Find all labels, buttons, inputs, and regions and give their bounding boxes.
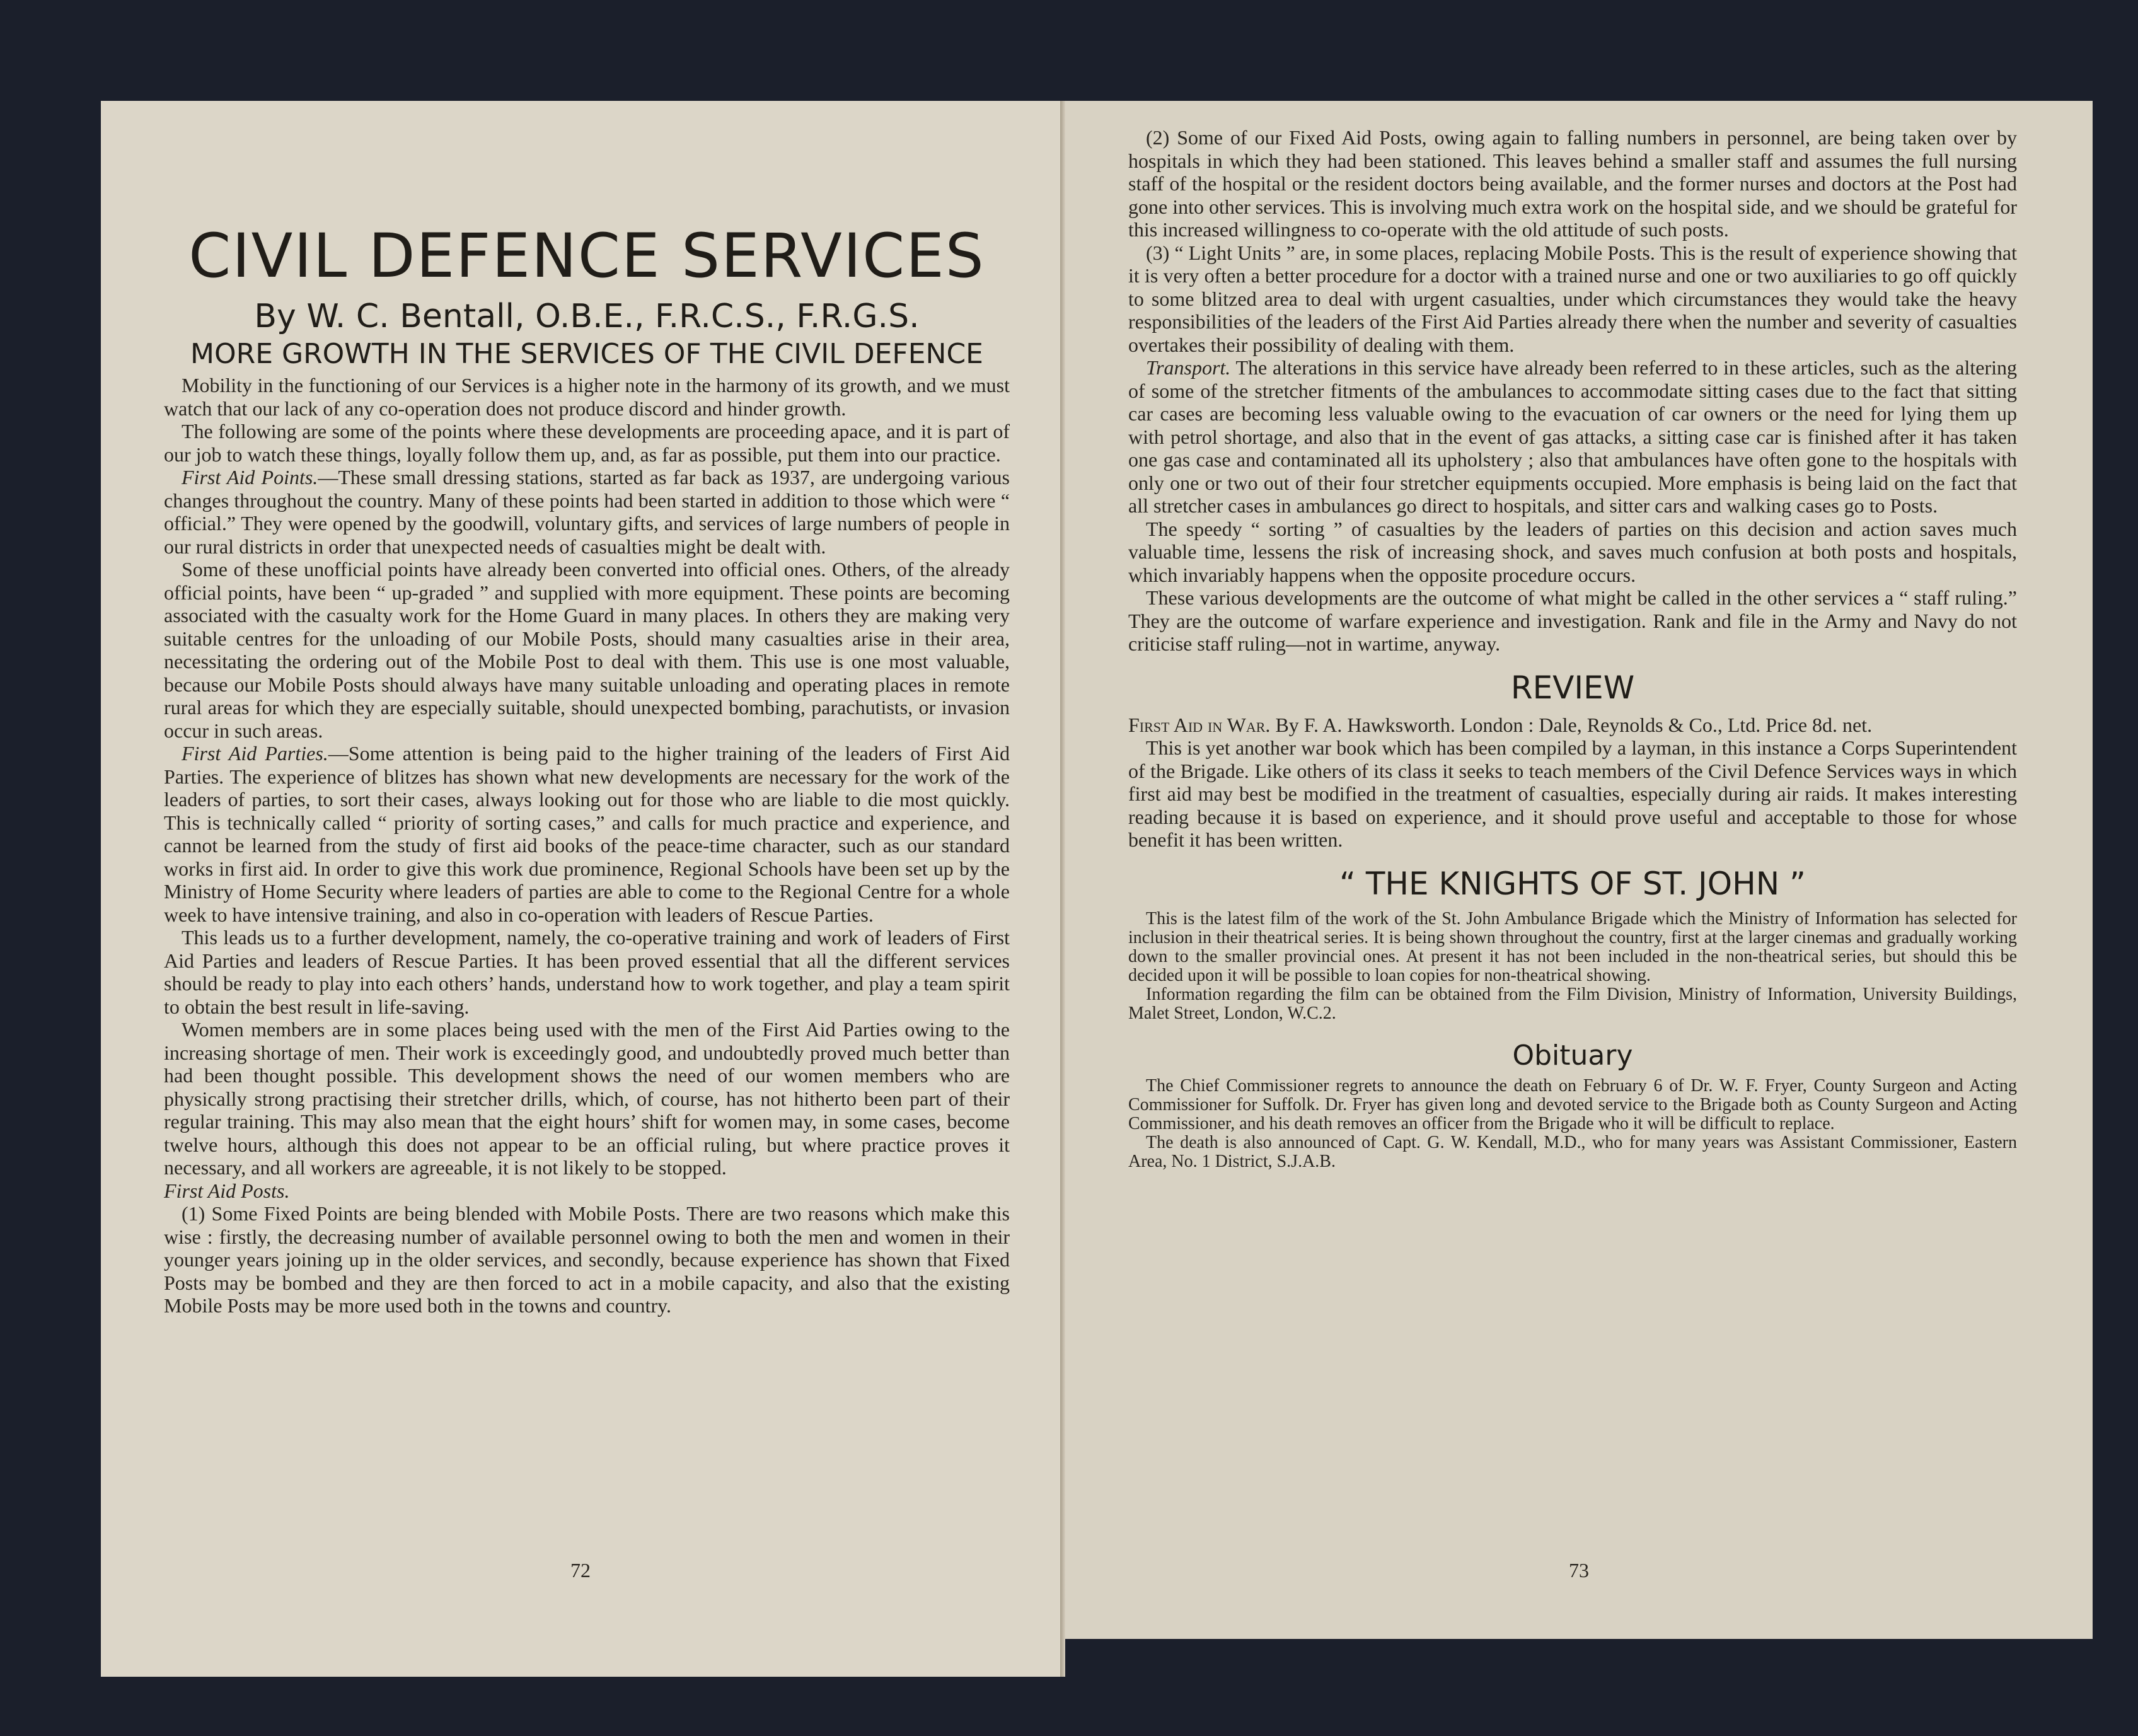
paragraph: This is yet another war book which has been compiled by a layman, in this instance a Corps Superintendent of the Brigade. Like others of its class it seeks to teach members of the Civil Defence Services ways in which first aid may best be modified in the treatment of casualties, especially during air raids. It makes interesting reading because it is based on experience, and it should prove useful and acceptable to those for whose benefit it has been written. bbox=[1128, 736, 2017, 851]
paragraph: The death is also announced of Capt. G. W. Kendall, M.D., who for many years was Assistant Commissioner, Eastern Area, No. 1 District, S.J.A.B. bbox=[1128, 1132, 2017, 1171]
run-in-heading: First Aid Parties. bbox=[182, 742, 328, 765]
article-byline: By W. C. Bentall, O.B.E., F.R.C.S., F.R.G.S. bbox=[254, 298, 920, 335]
paragraph: This leads us to a further development, namely, the co-operative training and work of leaders of First Aid Parties and leaders of Rescue Parties. It has been proved essential that all the different services should be ready to play into each others’ hands, understand how to work together, and play a team spirit to obtain the best result in life-saving. bbox=[164, 926, 1010, 1018]
page-number: 72 bbox=[570, 1559, 591, 1582]
paragraph: Mobility in the functioning of our Services is a higher note in the harmony of its growth, and we must watch that our lack of any co-operation does not produce discord and hinder growth. bbox=[164, 374, 1010, 420]
paragraph: Information regarding the film can be obtained from the Film Division, Ministry of Information, University Buildings, Malet Street, London, W.C.2. bbox=[1128, 984, 2017, 1023]
paragraph: This is the latest film of the work of the St. John Ambulance Brigade which the Ministry of Information has selected for inclusion in their theatrical series. It is being shown throughout the country, first at the larger cinemas and gradually working down to the smaller provincial ones. At present it has not been included in the non-theatrical series, but should this be decided upon it will be possible to loan copies for non-theatrical showing. bbox=[1128, 908, 2017, 985]
review-heading: REVIEW bbox=[1510, 669, 1635, 706]
paragraph-text: The alterations in this service have already been referred to in these articles, such as the altering of some of the stretcher fitments of the ambulances to accommodate sitting cases due to the fact that sitting car cases are becoming less valuable owing to the evacuation of car owners or the need for lying them up with petrol shortage, and also that in the event of gas attacks, a sitting case car is finished after it has taken one gas case and contaminated all its upholstery ; also that ambulances have often gone to the hospitals with only one or two out of their four stretcher equipments occupied. More emphasis is being laid on the fact that all stretcher cases in ambulances go direct to hospitals, and sitter cars and walking cases go to Posts. bbox=[1128, 356, 2017, 517]
paragraph: The speedy “ sorting ” of casualties by the leaders of parties on this decision and action saves much valuable time, lessens the risk of increasing shock, and saves much confusion at both posts and hospitals, which invariably happens when the opposite procedure occurs. bbox=[1128, 517, 2017, 586]
paragraph: (3) “ Light Units ” are, in some places, replacing Mobile Posts. This is the result of experience showing that it is very often a better procedure for a doctor with a trained nurse and one or two auxiliaries to go off quickly to some blitzed area to deal with urgent casualties, under which circumstances they would take the heavy responsibilities of the leaders of the First Aid Parties already there when the number and severity of casualties overtakes their possibility of dealing with them. bbox=[1128, 241, 2017, 356]
paragraph: These various developments are the outcome of what might be called in the other services a “ staff ruling.” They are the outcome of warfare experience and investigation. Rank and file in the Army and Navy do not criticise staff ruling—not in wartime, anyway. bbox=[1128, 586, 2017, 655]
paragraph-text: —These small dressing stations, started as far back as 1937, are undergoing various changes throughout the country. Many of these points had been started in addition to those which were “ official.” They were opened by the goodwill, voluntary gifts, and services of large numbers of people in our rural districts in order that unexpected needs of casualties might be dealt with. bbox=[164, 466, 1010, 558]
run-in-heading: First Aid Points. bbox=[182, 466, 318, 489]
run-in-heading: Transport. bbox=[1146, 356, 1231, 379]
article-title: CIVIL DEFENCE SERVICES bbox=[188, 221, 985, 291]
book-gutter bbox=[1060, 101, 1065, 1677]
paragraph bbox=[164, 742, 1010, 926]
obituary-heading: Obituary bbox=[1512, 1039, 1633, 1072]
book-title: First Aid in War. bbox=[1128, 713, 1271, 736]
citation-text: By F. A. Hawksworth. London : Dale, Reynolds & Co., Ltd. Price 8d. net. bbox=[1270, 713, 1873, 736]
subheading: First Aid Posts. bbox=[164, 1179, 290, 1202]
paragraph: Women members are in some places being used with the men of the First Aid Parties owing to the increasing shortage of men. Their work is exceedingly good, and undoubtedly proved much better than had been thought possible. This development shows the need of our women members who are physically strong practising their stretcher drills, which, of course, has not hitherto been part of their regular training. This may also mean that the eight hours’ shift for women may, in some cases, become twelve hours, although this does not appear to be an official ruling, but where practice proves it necessary, and all workers are agreeable, it is not likely to be stopped. bbox=[164, 1018, 1010, 1179]
paragraph: (2) Some of our Fixed Aid Posts, owing again to falling numbers in personnel, are being taken over by hospitals in which they had been stationed. This leaves behind a smaller staff and assumes the full nursing staff of the hospital or the resident doctors being available, and the former nurses and doctors at the Post had gone into other services. This is involving much extra work on the hospital side, and we should be grateful for this increased willingness to co-operate with the old attitude of such posts. bbox=[1128, 126, 2017, 241]
paragraph: The Chief Commissioner regrets to announce the death on February 6 of Dr. W. F. Fryer, County Surgeon and Acting Commissioner for Suffolk. Dr. Fryer has given long and devoted service to the Brigade both as County Surgeon and Acting Commissioner, and his death removes an officer from the Brigade who it will be difficult to replace. bbox=[1128, 1075, 2017, 1133]
paragraph: The following are some of the points where these developments are proceeding apace, and it is part of our job to watch these things, loyally follow them up, and, as far as possible, put them into our practice. bbox=[164, 420, 1010, 466]
knights-heading: “ THE KNIGHTS OF ST. JOHN ” bbox=[1339, 865, 1806, 902]
review-citation bbox=[1128, 714, 2017, 737]
paragraph bbox=[164, 466, 1010, 558]
paragraph-text: —Some attention is being paid to the higher training of the leaders of First Aid Parties. The experience of blitzes has shown what new developments are necessary for the work of the leaders of parties, to sort their cases, always looking out for those who are liable to die most quickly. This is technically called “ priority of sorting cases,” and calls for much practice and experience, and cannot be learned from the study of first aid books of the peace-time character, such as our standard works in first aid. In order to give this work due prominence, Regional Schools have been set up by the Ministry of Home Security where leaders of parties are able to come to the Regional Centre for a whole week to have intensive training, and also in co-operation with leaders of Rescue Parties. bbox=[164, 742, 1010, 926]
page-number: 73 bbox=[1569, 1559, 1589, 1582]
left-page bbox=[101, 101, 1060, 1677]
section-heading: MORE GROWTH IN THE SERVICES OF THE CIVIL DEFENCE bbox=[190, 338, 983, 370]
paragraph: (1) Some Fixed Points are being blended with Mobile Posts. There are two reasons which make this wise : firstly, the decreasing number of available personnel owing to both the men and women in their younger years joining up in the older services, and secondly, because experience has shown that Fixed Posts may be bombed and they are then forced to act in a mobile capacity, and also that the existing Mobile Posts may be more used both in the towns and country. bbox=[164, 1202, 1010, 1317]
right-page bbox=[1065, 101, 2093, 1639]
paragraph bbox=[1128, 356, 2017, 518]
paragraph: Some of these unofficial points have already been converted into official ones. Others, of the already official points, have been “ up-graded ” and supplied with more equipment. These points are becoming associated with the casualty work for the Home Guard in many places. In others they are making very suitable centres for the unloading of our Mobile Posts, should many casualties arise in their area, necessitating the ordering out of the Mobile Post to deal with them. This use is one most valuable, because our Mobile Posts should always have many suitable unloading and operating places in remote rural areas for which they are especially suitable, should unexpected bombing, parachutists, or invasion occur in such areas. bbox=[164, 558, 1010, 742]
